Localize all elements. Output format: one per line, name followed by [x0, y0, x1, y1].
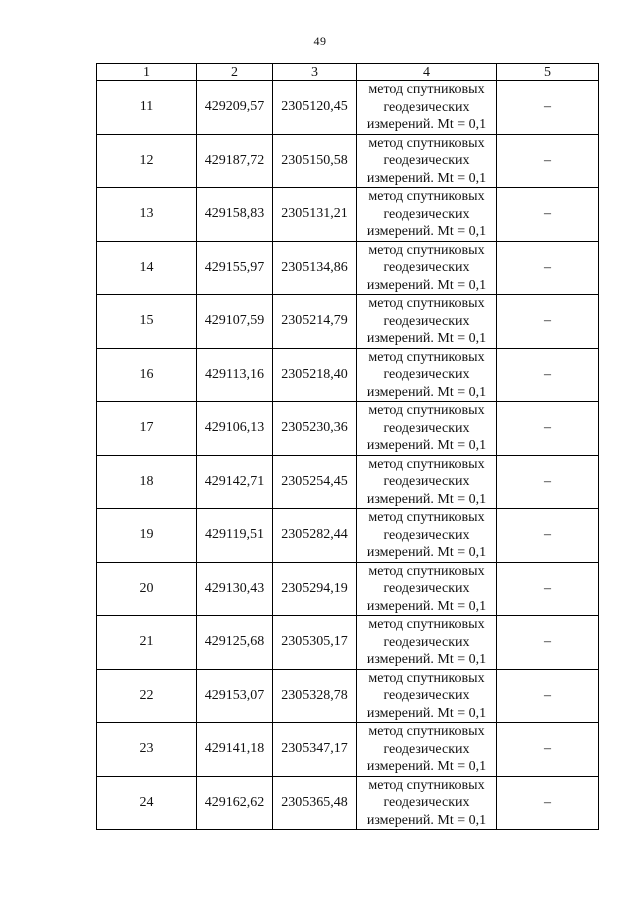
- method-text-line: метод спутниковых: [368, 189, 485, 204]
- method-text-line: измерений. Mt = 0,1: [366, 384, 487, 400]
- x-coordinate-cell: 429106,13: [197, 402, 273, 456]
- point-number-cell: 21: [97, 616, 197, 670]
- y-coordinate-cell: 2305347,17: [273, 723, 357, 777]
- point-number-cell: 12: [97, 134, 197, 188]
- note-cell: –: [497, 455, 599, 509]
- y-coordinate-cell: 2305150,58: [273, 134, 357, 188]
- y-coordinate-cell: 2305218,40: [273, 348, 357, 402]
- point-number-cell: 24: [97, 776, 197, 830]
- y-coordinate-cell: 2305365,48: [273, 776, 357, 830]
- x-coordinate-cell: 429158,83: [197, 188, 273, 242]
- method-text-line: геодезических: [383, 634, 470, 650]
- method-text-line: измерений. Mt = 0,1: [366, 224, 487, 239]
- table-row: [97, 134, 599, 188]
- table-header: [97, 64, 599, 81]
- coordinates-table: [96, 63, 599, 830]
- method-text-line: метод спутниковых: [368, 403, 485, 418]
- page-number: 49: [313, 34, 327, 48]
- method-text-line: измерений. Mt = 0,1: [366, 117, 487, 132]
- header-col-3: 3: [273, 64, 357, 81]
- x-coordinate-cell: 429130,43: [197, 562, 273, 616]
- method-cell: [357, 241, 497, 295]
- method-cell: [357, 562, 497, 616]
- method-text-line: измерений. Mt = 0,1: [366, 331, 487, 346]
- method-text-line: измерений. Mt = 0,1: [366, 598, 487, 614]
- method-text-line: геодезических: [383, 313, 470, 329]
- method-text-line: метод спутниковых: [368, 296, 485, 311]
- method-text-line: геодезических: [383, 420, 470, 436]
- method-text-line: измерений. Mt = 0,1: [366, 438, 487, 453]
- x-coordinate-cell: 429187,72: [197, 134, 273, 188]
- x-coordinate-cell: 429153,07: [197, 669, 273, 723]
- point-number-cell: 17: [97, 402, 197, 456]
- table-row: [97, 81, 599, 135]
- method-cell: [357, 669, 497, 723]
- table-row: [97, 776, 599, 830]
- y-coordinate-cell: 2305134,86: [273, 241, 357, 295]
- method-text-line: геодезических: [383, 367, 470, 382]
- note-cell: –: [497, 616, 599, 670]
- table-row: [97, 669, 599, 723]
- point-number-cell: 23: [97, 723, 197, 777]
- table-row: [97, 562, 599, 616]
- point-number-cell: 15: [97, 295, 197, 349]
- table-row: [97, 348, 599, 402]
- method-cell: [357, 776, 497, 830]
- note-cell: –: [497, 402, 599, 456]
- y-coordinate-cell: 2305131,21: [273, 188, 357, 242]
- header-col-2: 2: [197, 64, 273, 81]
- method-text-line: метод спутниковых: [368, 670, 485, 686]
- note-cell: –: [497, 723, 599, 777]
- note-cell: –: [497, 134, 599, 188]
- y-coordinate-cell: 2305282,44: [273, 509, 357, 563]
- y-coordinate-cell: 2305214,79: [273, 295, 357, 349]
- x-coordinate-cell: 429119,51: [197, 509, 273, 563]
- method-cell: [357, 295, 497, 349]
- method-cell: [357, 81, 497, 135]
- table-row: [97, 295, 599, 349]
- header-col-4: 4: [357, 64, 497, 81]
- method-cell: [357, 348, 497, 402]
- table-row: [97, 402, 599, 456]
- y-coordinate-cell: 2305305,17: [273, 616, 357, 670]
- method-text-line: геодезических: [383, 474, 470, 489]
- method-text-line: метод спутниковых: [368, 724, 485, 739]
- method-text-line: измерений. Mt = 0,1: [366, 277, 487, 293]
- method-text-line: измерений. Mt = 0,1: [366, 491, 487, 507]
- method-text-line: измерений. Mt = 0,1: [366, 812, 487, 828]
- method-text-line: геодезических: [383, 99, 470, 115]
- header-row: [97, 64, 599, 81]
- method-text-line: измерений. Mt = 0,1: [366, 652, 487, 667]
- note-cell: –: [497, 562, 599, 616]
- method-text-line: метод спутниковых: [368, 242, 485, 258]
- x-coordinate-cell: 429125,68: [197, 616, 273, 670]
- note-cell: –: [497, 509, 599, 563]
- y-coordinate-cell: 2305294,19: [273, 562, 357, 616]
- method-cell: [357, 509, 497, 563]
- method-text-line: метод спутниковых: [368, 617, 485, 632]
- method-cell: [357, 723, 497, 777]
- method-text-line: измерений. Mt = 0,1: [366, 759, 487, 774]
- note-cell: –: [497, 776, 599, 830]
- y-coordinate-cell: 2305230,36: [273, 402, 357, 456]
- note-cell: –: [497, 81, 599, 135]
- table-row: [97, 188, 599, 242]
- x-coordinate-cell: 429162,62: [197, 776, 273, 830]
- y-coordinate-cell: 2305254,45: [273, 455, 357, 509]
- point-number-cell: 19: [97, 509, 197, 563]
- method-text-line: измерений. Mt = 0,1: [366, 705, 487, 721]
- method-cell: [357, 455, 497, 509]
- note-cell: –: [497, 241, 599, 295]
- point-number-cell: 18: [97, 455, 197, 509]
- method-text-line: измерений. Mt = 0,1: [366, 545, 487, 560]
- point-number-cell: 22: [97, 669, 197, 723]
- note-cell: –: [497, 669, 599, 723]
- method-text-line: геодезических: [383, 581, 470, 596]
- x-coordinate-cell: 429209,57: [197, 81, 273, 135]
- note-cell: –: [497, 188, 599, 242]
- header-col-5: 5: [497, 64, 599, 81]
- table-row: [97, 241, 599, 295]
- x-coordinate-cell: 429113,16: [197, 348, 273, 402]
- method-text-line: метод спутниковых: [368, 82, 485, 97]
- x-coordinate-cell: 429142,71: [197, 455, 273, 509]
- table-row: [97, 616, 599, 670]
- x-coordinate-cell: 429141,18: [197, 723, 273, 777]
- note-cell: –: [497, 295, 599, 349]
- table-body: [97, 81, 599, 830]
- point-number-cell: 20: [97, 562, 197, 616]
- method-text-line: геодезических: [383, 688, 470, 703]
- method-text-line: геодезических: [383, 206, 470, 222]
- method-cell: [357, 134, 497, 188]
- method-text-line: метод спутниковых: [368, 510, 485, 525]
- table-row: [97, 455, 599, 509]
- method-text-line: метод спутниковых: [368, 563, 485, 579]
- y-coordinate-cell: 2305120,45: [273, 81, 357, 135]
- table-row: [97, 723, 599, 777]
- x-coordinate-cell: 429155,97: [197, 241, 273, 295]
- method-text-line: геодезических: [383, 741, 470, 757]
- method-cell: [357, 188, 497, 242]
- method-cell: [357, 616, 497, 670]
- point-number-cell: 13: [97, 188, 197, 242]
- header-col-1: 1: [97, 64, 197, 81]
- method-cell: [357, 402, 497, 456]
- method-text-line: геодезических: [383, 153, 470, 168]
- method-text-line: метод спутниковых: [368, 777, 485, 793]
- x-coordinate-cell: 429107,59: [197, 295, 273, 349]
- point-number-cell: 16: [97, 348, 197, 402]
- table-row: [97, 509, 599, 563]
- method-text-line: измерений. Mt = 0,1: [366, 170, 487, 186]
- method-text-line: геодезических: [383, 260, 470, 275]
- y-coordinate-cell: 2305328,78: [273, 669, 357, 723]
- method-text-line: метод спутниковых: [368, 349, 485, 365]
- method-text-line: метод спутниковых: [368, 135, 485, 151]
- point-number-cell: 11: [97, 81, 197, 135]
- point-number-cell: 14: [97, 241, 197, 295]
- method-text-line: метод спутниковых: [368, 456, 485, 472]
- method-text-line: геодезических: [383, 527, 470, 543]
- note-cell: –: [497, 348, 599, 402]
- method-text-line: геодезических: [383, 795, 470, 810]
